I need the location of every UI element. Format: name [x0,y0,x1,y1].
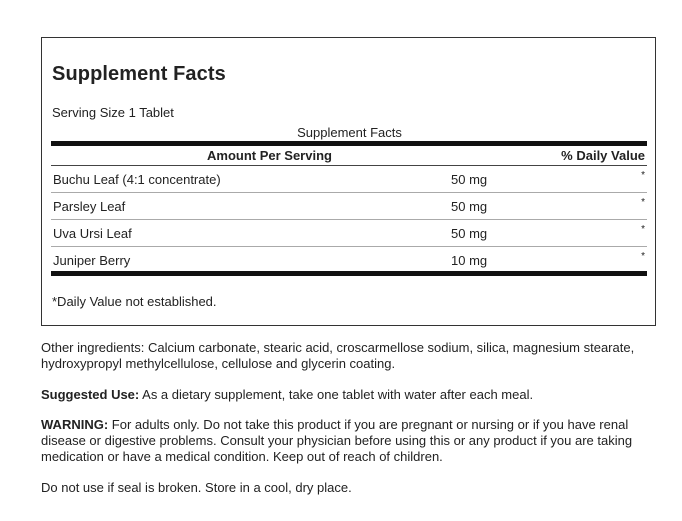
header-amount-per-serving: Amount Per Serving [207,148,332,163]
suggested-use-label: Suggested Use: [41,387,140,402]
header-daily-value: % Daily Value [561,148,645,163]
table-row [51,166,647,193]
ingredient-rows [51,166,647,273]
ingredient-daily-value: * [641,251,645,262]
suggested-use-text: As a dietary supplement, take one tablet with water after each meal. [139,387,534,402]
table-header [51,148,647,166]
suggested-use [41,387,661,403]
table-bottom-rule [51,271,647,276]
storage-instructions: Do not use if seal is broken. Store in a cool, dry place. [41,480,352,495]
table-row [51,193,647,220]
other-ingredients: Other ingredients: Calcium carbonate, stearic acid, croscarmellose sodium, silica, magnesium stearate, hydroxypropyl methylcellulose, cellulose and glycerin coating. [41,340,635,371]
warning [41,417,661,465]
ingredient-name: Parsley Leaf [53,199,126,214]
ingredient-name: Buchu Leaf (4:1 concentrate) [53,172,221,187]
warning-text: For adults only. Do not take this product if you are pregnant or nursing or if you have renal disease or digestive problems. Consult your physician before using this or any product if you are taking medication or have a medical condition. Keep out of reach of children. [41,417,633,464]
supplement-facts-panel [41,37,656,326]
table-top-rule [51,141,647,146]
table-row [51,220,647,247]
ingredient-amount: 50 mg [451,172,488,187]
ingredient-name: Juniper Berry [53,253,131,268]
ingredient-name: Uva Ursi Leaf [53,226,132,241]
ingredient-daily-value: * [641,224,645,235]
panel-title: Supplement Facts [52,63,226,85]
serving-size: Serving Size 1 Tablet [52,105,174,120]
ingredient-amount: 10 mg [451,253,488,268]
table-caption: Supplement Facts [297,125,402,140]
ingredient-amount: 50 mg [451,199,488,214]
warning-label: WARNING: [41,417,109,432]
daily-value-footnote: *Daily Value not established. [52,294,217,309]
ingredient-daily-value: * [641,197,645,208]
ingredient-amount: 50 mg [451,226,488,241]
table-row [51,247,647,273]
ingredient-daily-value: * [641,170,645,181]
